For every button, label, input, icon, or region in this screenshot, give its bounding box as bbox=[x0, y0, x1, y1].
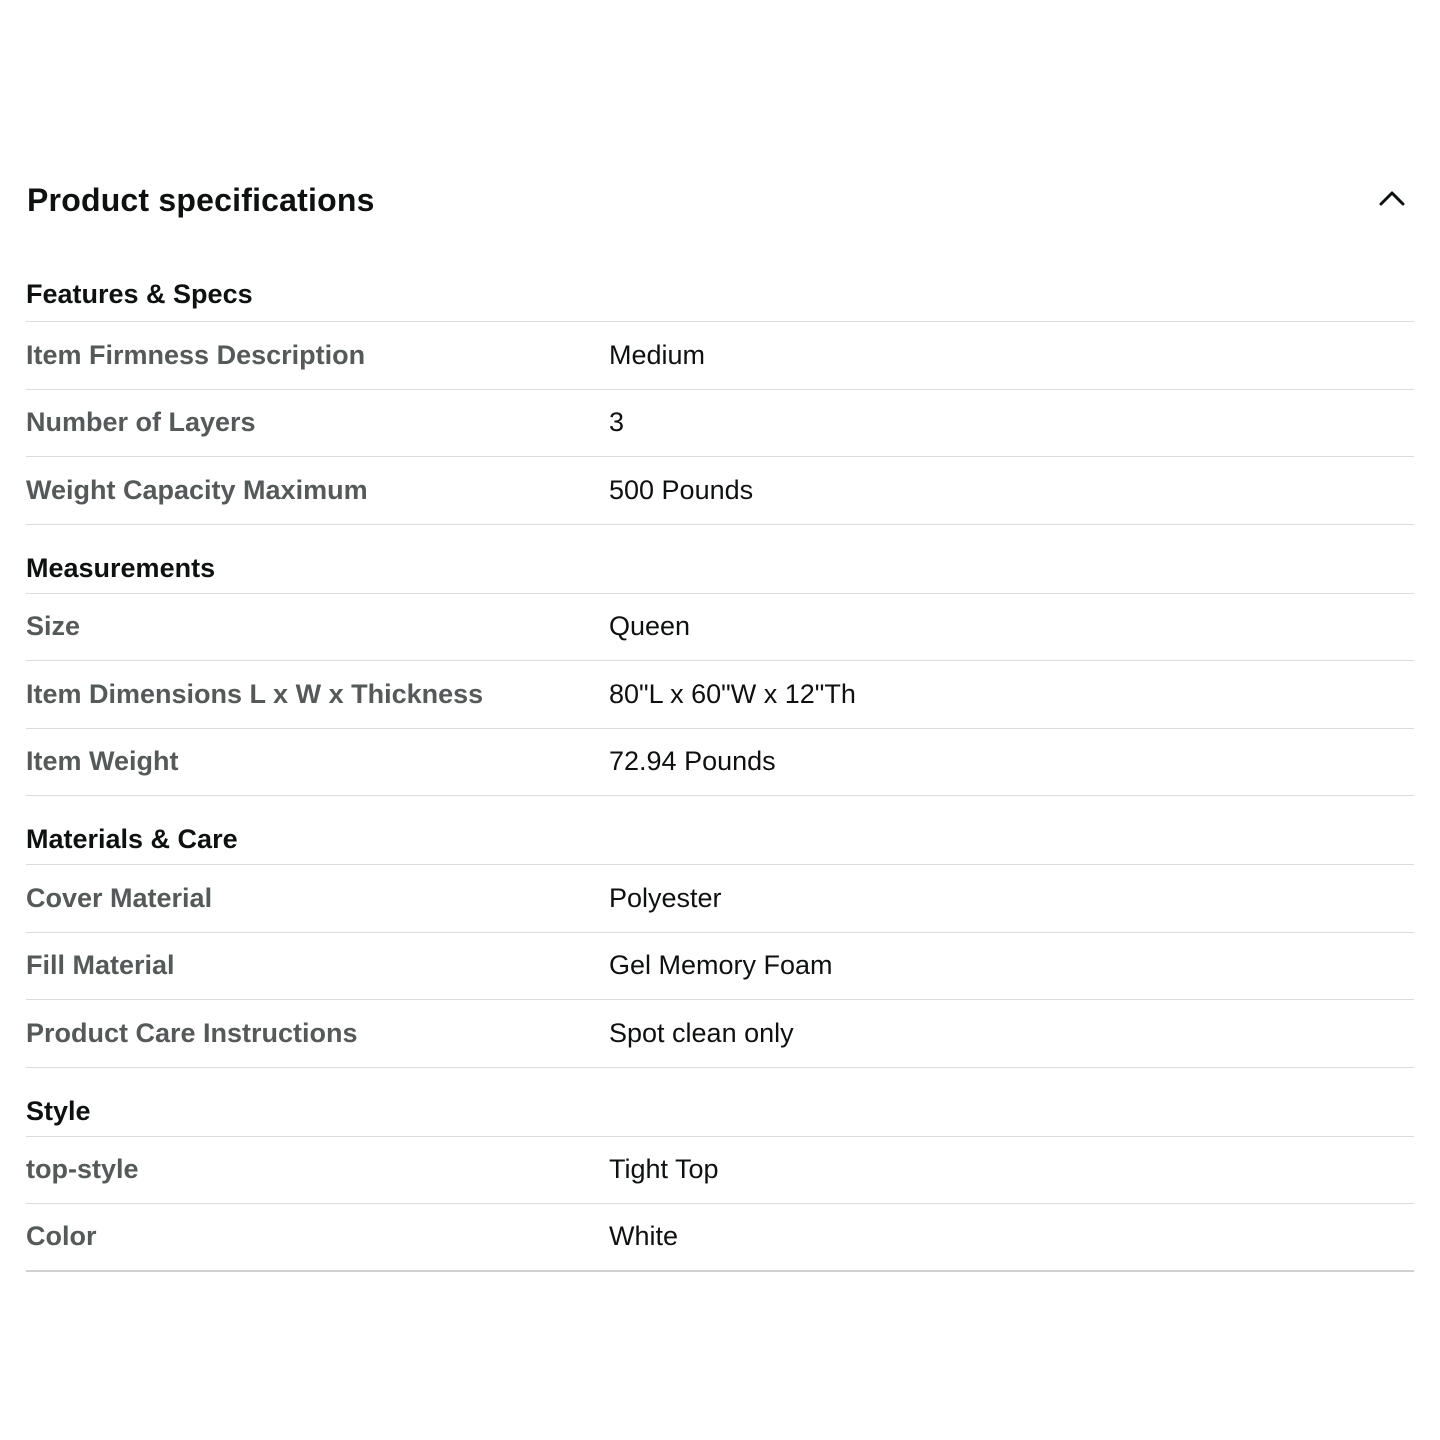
section-title: Style bbox=[26, 1068, 1414, 1137]
spec-value: White bbox=[609, 1221, 679, 1252]
page-title: Product specifications bbox=[27, 182, 375, 218]
spec-row bbox=[26, 1137, 1414, 1205]
spec-label: Number of Layers bbox=[26, 407, 256, 438]
spec-row bbox=[26, 1000, 1414, 1068]
collapse-button[interactable] bbox=[1370, 176, 1414, 220]
spec-row bbox=[26, 594, 1414, 662]
spec-row bbox=[26, 322, 1414, 390]
section-features-specs bbox=[26, 262, 1414, 525]
spec-label: Product Care Instructions bbox=[26, 1017, 358, 1048]
spec-label: Cover Material bbox=[26, 882, 213, 913]
spec-value: 80"L x 60"W x 12"Th bbox=[609, 678, 856, 709]
spec-value: Tight Top bbox=[609, 1154, 719, 1185]
section-title: Features & Specs bbox=[26, 262, 1414, 322]
spec-row bbox=[26, 661, 1414, 729]
spec-row bbox=[26, 457, 1414, 525]
spec-label: Item Dimensions L x W x Thickness bbox=[26, 678, 484, 709]
spec-row bbox=[26, 1204, 1414, 1272]
section-title: Measurements bbox=[26, 525, 1414, 594]
section-materials-care bbox=[26, 796, 1414, 1068]
spec-value: Gel Memory Foam bbox=[609, 950, 833, 981]
spec-table bbox=[26, 262, 1414, 1272]
spec-value: 3 bbox=[609, 407, 625, 438]
chevron-up-icon bbox=[1378, 189, 1406, 207]
spec-value: 72.94 Pounds bbox=[609, 746, 776, 777]
spec-value: Spot clean only bbox=[609, 1017, 794, 1048]
section-title: Materials & Care bbox=[26, 796, 1414, 865]
spec-label: Fill Material bbox=[26, 950, 175, 981]
spec-value: 500 Pounds bbox=[609, 474, 754, 505]
spec-value: Polyester bbox=[609, 882, 722, 913]
section-measurements bbox=[26, 525, 1414, 797]
spec-label: Color bbox=[26, 1221, 97, 1252]
spec-label: Item Weight bbox=[26, 746, 179, 777]
spec-label: top-style bbox=[26, 1154, 139, 1185]
section-style bbox=[26, 1068, 1414, 1272]
spec-label: Size bbox=[26, 611, 81, 642]
specifications-header[interactable] bbox=[27, 170, 1414, 234]
spec-row bbox=[26, 390, 1414, 458]
spec-value: Queen bbox=[609, 611, 691, 642]
spec-label: Item Firmness Description bbox=[26, 339, 366, 370]
spec-row bbox=[26, 729, 1414, 797]
spec-row bbox=[26, 865, 1414, 933]
spec-label: Weight Capacity Maximum bbox=[26, 474, 368, 505]
spec-value: Medium bbox=[609, 339, 706, 370]
spec-row bbox=[26, 933, 1414, 1001]
